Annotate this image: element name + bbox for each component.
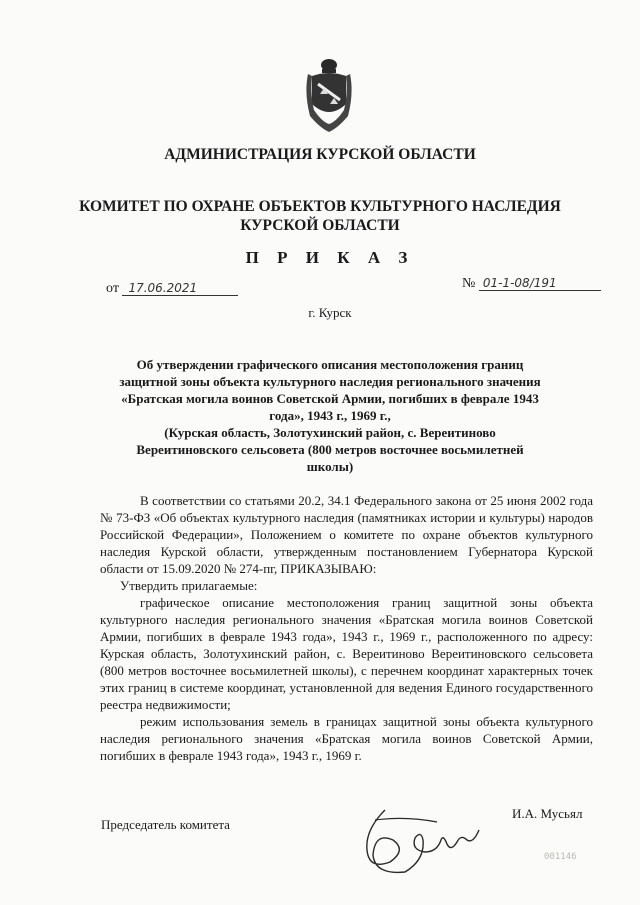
number-value: 01-1-08/191 <box>479 276 601 291</box>
body-paragraph: В соответствии со статьями 20.2, 34.1 Федерального закона от 25 июня 2002 года № 73-ФЗ «Об объектах культурного наследия (памятниках истории и культуры) народов Российской Федерации», Положением о комитете по охране объектов культурного наследия Курской области, утвержденным постановлением Губернатора Курской области от 15.09.2020 № 274-пг, ПРИКАЗЫВАЮ: <box>100 493 593 576</box>
order-heading: П Р И К А З <box>245 248 415 267</box>
order-number <box>462 276 601 292</box>
title-line: года», 1943 г., 1969 г., <box>269 408 391 423</box>
handwritten-signature <box>345 800 485 880</box>
title-line: защитной зоны объекта культурного наследия регионального значения <box>119 374 541 389</box>
order-body <box>100 492 593 764</box>
title-line: «Братская могила воинов Советской Армии, погибших в феврале 1943 <box>121 391 539 406</box>
title-line: школы) <box>306 459 354 474</box>
date-value: 17.06.2021 <box>122 281 238 296</box>
signatory-name: И.А. Мусьял <box>512 806 583 821</box>
date-prefix: от <box>106 281 119 296</box>
order-title <box>100 356 560 475</box>
stamp-text: 001146 <box>544 852 577 862</box>
order-date <box>106 281 238 297</box>
committee-name-line2: КУРСКОЙ ОБЛАСТИ <box>240 217 400 234</box>
body-paragraph: режим использования земель в границах защитной зоны объекта культурного наследия регионального значения «Братская могила воинов Советской Армии, погибших в феврале 1943 года», 1943 г., 1969 г. <box>100 714 593 763</box>
number-prefix: № <box>462 276 476 291</box>
city: г. Курск <box>308 305 352 320</box>
registration-stamp <box>544 846 594 860</box>
committee-name <box>0 197 640 235</box>
coat-of-arms-emblem <box>302 58 356 134</box>
body-paragraph: графическое описание местоположения границ защитной зоны объекта культурного наследия регионального значения «Братская могила воинов Советской Армии, погибших в феврале 1943 года», 1943 г., 1969 г., расположенного по адресу: Курская область, Золотухинский район, с. Вереитиново Вереитиновского сельсовета (800 метров восточнее восьмилетней школы), с перечнем координат характерных точек этих границ в системе координат, установленной для ведения Единого государственного реестра недвижимости; <box>100 595 593 712</box>
title-line: (Курская область, Золотухинский район, с. Вереитиново <box>164 425 496 440</box>
title-line: Вереитиновского сельсовета (800 метров восточнее восьмилетней <box>136 442 524 457</box>
body-paragraph: Утвердить прилагаемые: <box>120 578 258 593</box>
committee-name-line1: КОМИТЕТ ПО ОХРАНЕ ОБЪЕКТОВ КУЛЬТУРНОГО НАСЛЕДИЯ <box>79 198 561 215</box>
administration-name: АДМИНИСТРАЦИЯ КУРСКОЙ ОБЛАСТИ <box>164 146 476 163</box>
signatory-position: Председатель комитета <box>101 817 230 832</box>
title-line: Об утверждении графического описания местоположения границ <box>136 357 524 372</box>
